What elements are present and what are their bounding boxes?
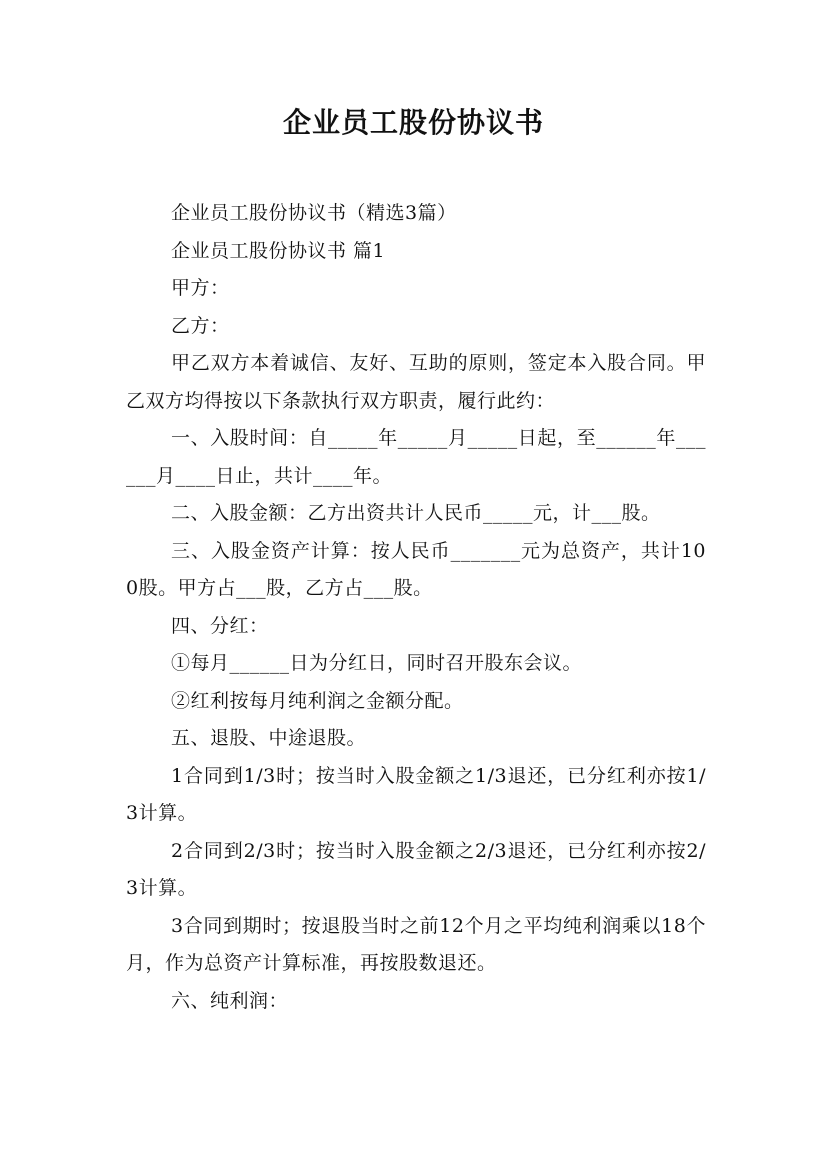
paragraph-preamble: 甲乙双方本着诚信、友好、互助的原则，签定本入股合同。甲乙双方均得按以下条款执行双方职责，履行此约：	[126, 352, 706, 412]
paragraph-clause-4: 四、分红：	[171, 614, 269, 637]
paragraph-clause-2: 二、入股金额：乙方出资共计人民币_____元，计___股。	[171, 502, 661, 524]
paragraph-party-b: 乙方：	[171, 314, 230, 337]
paragraph-clause-4-item-1: ①每月______日为分红日，同时召开股东会议。	[171, 652, 583, 674]
paragraph-clause-1: 一、入股时间：自_____年_____月_____日起，至______年______月____日止，共计____年。	[126, 427, 706, 487]
document-body	[126, 195, 706, 1020]
paragraph-clause-5-item-1: 1合同到1/3时；按当时入股金额之1/3退还，已分红利亦按1/3计算。	[126, 764, 706, 824]
paragraph-clause-5: 五、退股、中途退股。	[171, 727, 367, 749]
paragraph-clause-3: 三、入股金资产计算：按人民币_______元为总资产，共计100股。甲方占___股，乙方占___股。	[126, 539, 706, 599]
document-title: 企业员工股份协议书	[282, 106, 544, 139]
paragraph-party-a: 甲方：	[171, 277, 230, 299]
paragraph-subtitle: 企业员工股份协议书（精选3篇）	[171, 202, 457, 224]
paragraph-clause-5-item-3: 3合同到期时；按退股当时之前12个月之平均纯利润乘以18个月，作为总资产计算标准，再按股数退还。	[126, 914, 706, 974]
paragraph-section-heading: 企业员工股份协议书 篇1	[171, 239, 386, 262]
paragraph-clause-4-item-2: ②红利按每月纯利润之金额分配。	[171, 689, 464, 712]
paragraph-clause-5-item-2: 2合同到2/3时；按当时入股金额之2/3退还，已分红利亦按2/3计算。	[126, 839, 706, 899]
paragraph-clause-6: 六、纯利润：	[171, 989, 289, 1012]
